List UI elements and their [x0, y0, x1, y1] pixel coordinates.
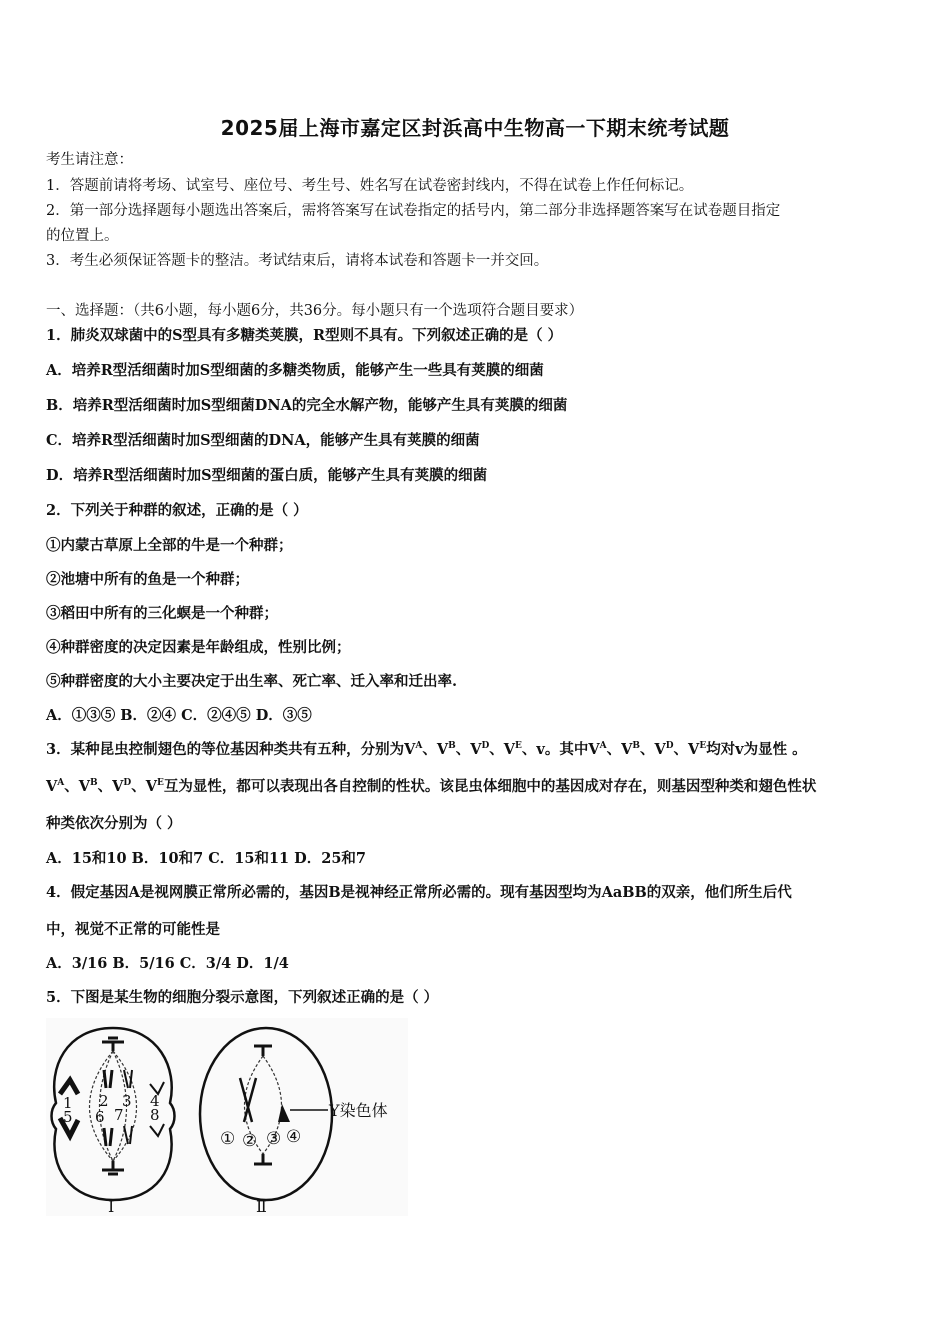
sup-d: D: [123, 778, 132, 789]
q5-stem: 5．下图是某生物的细胞分裂示意图，下列叙述正确的是（ ）: [46, 989, 439, 1006]
label-6: 6: [95, 1108, 105, 1126]
centrosome-bottom: [254, 1154, 272, 1164]
sup-b: B: [632, 741, 640, 752]
label-3: 3: [122, 1092, 132, 1110]
notice-heading: 考生请注意：: [46, 152, 133, 168]
label-circle-1: ①: [220, 1129, 236, 1149]
q3-text: 、V: [606, 741, 633, 758]
q1-option-a: A．培养R型活细菌时加S型细菌的多糖类物质，能够产生一些具有荚膜的细菌: [46, 362, 544, 379]
q3-options: A．15和10 B．10和7 C．15和11 D．25和7: [46, 850, 367, 867]
q3-text: 、V: [455, 741, 482, 758]
centrosome-bottom: [102, 1161, 124, 1174]
q2-statement-4: ④种群密度的决定因素是年龄组成，性别比例；: [46, 639, 351, 656]
section-heading: 一、选择题：（共6小题，每小题6分，共36分。每小题只有一个选项符合题目要求）: [46, 303, 584, 319]
q3-text: V: [46, 778, 58, 795]
label-circle-4: ④: [286, 1127, 302, 1147]
sup-d: D: [481, 741, 490, 752]
centrosome-top: [102, 1038, 124, 1051]
q3-text: 、V: [131, 778, 157, 795]
label-circle-3: ③: [266, 1129, 282, 1149]
label-4: 4: [150, 1092, 160, 1110]
q4-line-1: 4．假定基因A是视网膜正常所必需的，基因B是视神经正常所必需的。现有基因型均为AaBB的双亲，他们所生后代: [46, 884, 792, 901]
label-8: 8: [150, 1106, 160, 1124]
q1-option-d: D．培养R型活细菌时加S型细菌的蛋白质，能够产生具有荚膜的细菌: [46, 467, 488, 484]
label-2: 2: [99, 1092, 109, 1110]
sup-b: B: [448, 741, 456, 752]
sup-e: E: [515, 741, 522, 752]
label-1: 1: [63, 1094, 73, 1112]
cell-2-outline: [200, 1028, 332, 1200]
q3-text: 、V: [639, 741, 666, 758]
cell-2-label: Ⅱ: [256, 1197, 267, 1216]
sup-e: E: [699, 741, 707, 752]
y-chromosome-label: Y染色体: [329, 1101, 388, 1120]
q3-text: 、V: [422, 741, 449, 758]
sup-b: B: [90, 778, 98, 789]
exam-title: 2025届上海市嘉定区封浜高中生物高一下期末统考试题: [220, 116, 730, 140]
centrosome-top: [254, 1046, 272, 1056]
q1-option-c: C．培养R型活细菌时加S型细菌的DNA，能够产生具有荚膜的细菌: [46, 432, 480, 449]
sup-e: E: [156, 778, 164, 789]
sup-a: A: [599, 741, 607, 752]
chromosome: [150, 1124, 164, 1136]
chromosome: [104, 1070, 112, 1088]
q1-option-b: B．培养R型活细菌时加S型细菌DNA的完全水解产物，能够产生具有荚膜的细菌: [46, 397, 568, 414]
sup-d: D: [665, 741, 674, 752]
cell-division-figure: [46, 1018, 408, 1216]
q3-text: 均对v为显性 。: [706, 741, 807, 758]
y-chromosome: [278, 1104, 290, 1122]
q3-text: 、V: [64, 778, 91, 795]
q3-text: 、V: [673, 741, 700, 758]
sup-a: A: [57, 778, 65, 789]
q1-stem: 1．肺炎双球菌中的S型具有多糖类荚膜，R型则不具有。下列叙述正确的是（ ）: [46, 327, 563, 344]
q3-text: 3．某种昆虫控制翅色的等位基因种类共有五种，分别为V: [46, 741, 416, 758]
q3-text: 、V: [489, 741, 516, 758]
notice-item-3: 3．考生必须保证答题卡的整洁。考试结束后，请将本试卷和答题卡一并交回。: [46, 253, 549, 269]
q3-text: 、v。其中V: [521, 741, 600, 758]
chromosome: [60, 1080, 78, 1094]
q3-text: 、V: [97, 778, 124, 795]
label-circle-2: ②: [242, 1131, 258, 1151]
notice-item-1: 1．答题前请将考场、试室号、座位号、考生号、姓名写在试卷密封线内，不得在试卷上作任何标记。: [46, 178, 694, 194]
chromosome: [104, 1128, 112, 1146]
notice-item-2-cont: 的位置上。: [46, 228, 119, 244]
q2-statement-1: ①内蒙古草原上全部的牛是一个种群；: [46, 537, 293, 554]
q4-line-2: 中，视觉不正常的可能性是: [46, 921, 220, 938]
q3-line-3: 种类依次分别为（ ）: [46, 815, 182, 832]
q2-options: A．①③⑤ B．②④ C．②④⑤ D．③⑤: [46, 707, 312, 724]
notice-item-2: 2．第一部分选择题每小题选出答案后，需将答案写在试卷指定的括号内，第二部分非选择题答案写在试卷题目指定: [46, 203, 781, 219]
q3-text: 互为显性，都可以表现出各自控制的性状。该昆虫体细胞中的基因成对存在，则基因型种类和翅色性状: [163, 778, 817, 795]
label-7: 7: [114, 1106, 124, 1124]
label-5: 5: [63, 1108, 73, 1126]
q3-line-2: [46, 777, 908, 797]
q2-statement-2: ②池塘中所有的鱼是一个种群；: [46, 571, 249, 588]
chromosome: [124, 1126, 132, 1144]
q2-stem: 2．下列关于种群的叙述，正确的是（ ）: [46, 502, 308, 519]
q2-statement-5: ⑤种群密度的大小主要决定于出生率、死亡率、迁入率和迁出率.: [46, 673, 458, 690]
sup-a: A: [415, 741, 423, 752]
q3-line-1: [46, 740, 908, 760]
cell-1-label: Ⅰ: [108, 1197, 115, 1216]
q2-statement-3: ③稻田中所有的三化螟是一个种群；: [46, 605, 278, 622]
q4-options: A．3/16 B．5/16 C．3/4 D．1/4: [46, 955, 289, 972]
